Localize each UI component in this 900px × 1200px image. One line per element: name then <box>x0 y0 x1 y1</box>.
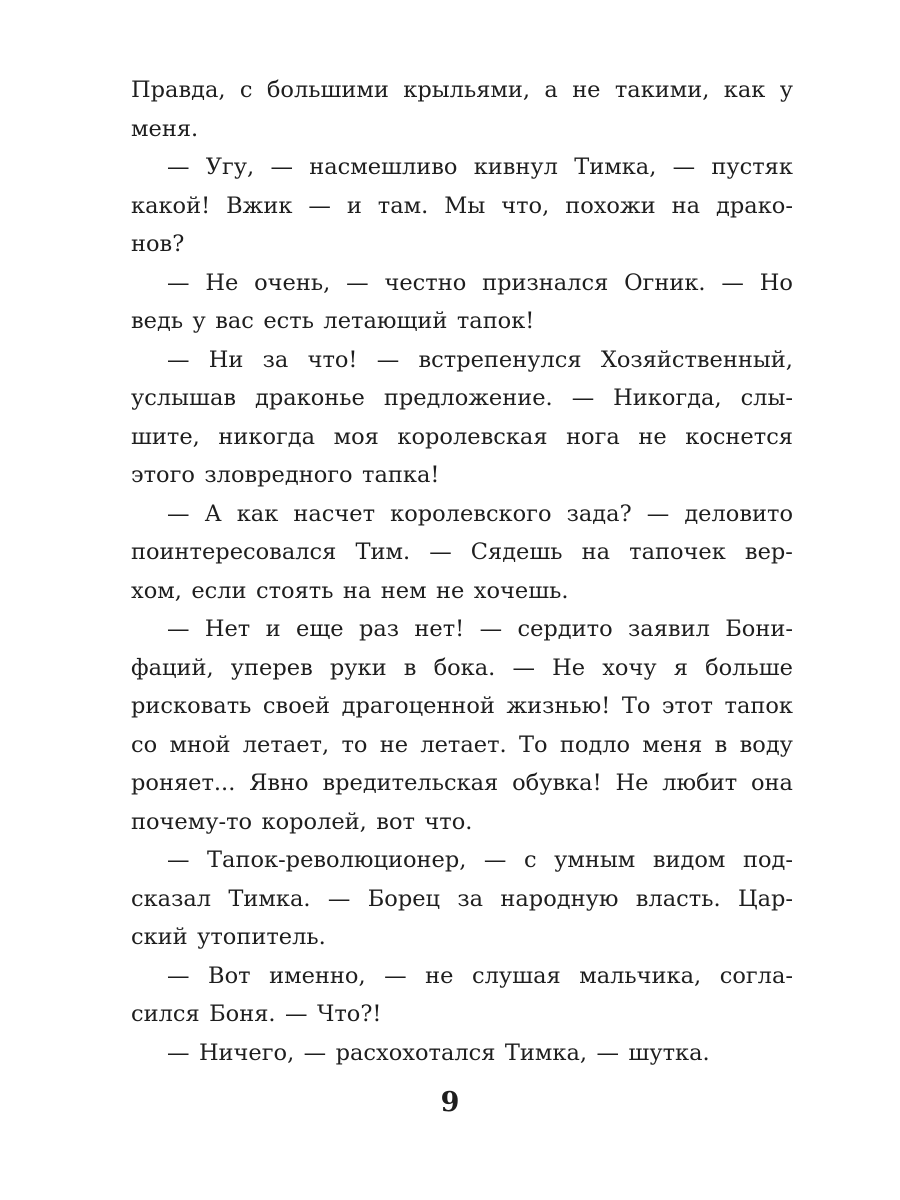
text-line: — Ничего, — расхохотался Тимка, — шутка. <box>167 1039 710 1066</box>
text-line: сказал Тимка. — Борец за народную власть. Цар- <box>131 885 793 912</box>
text-line: поинтересовался Тим. — Сядешь на тапочек вер- <box>131 539 793 565</box>
text-line: — Ни за что! — встрепенулся Хозяйственный, <box>167 346 793 373</box>
text-line: хом, если стоять на нем не хочешь. <box>131 577 569 604</box>
text-line: — Нет и еще раз нет! — сердито заявил Бони- <box>167 616 793 642</box>
text-line: рисковать своей драгоценной жизнью! То этот тапок <box>131 693 793 719</box>
text-line: какой! Вжик — и там. Мы что, похожи на драко- <box>131 192 793 219</box>
text-line: услышав драконье предложение. — Никогда, слы- <box>131 385 793 411</box>
text-line: шите, никогда моя королевская нога не коснется <box>131 423 793 450</box>
body-text <box>131 71 793 1072</box>
text-line: — Вот именно, — не слушая мальчика, согла- <box>167 962 793 989</box>
text-line: — Тапок-революционер, — с умным видом под- <box>167 847 793 873</box>
text-line: Правда, с большими крыльями, а не такими, как у <box>131 77 793 103</box>
text-line: ведь у вас есть летающий тапок! <box>131 308 535 334</box>
text-line: ский утопитель. <box>131 924 326 950</box>
text-line: почему-то королей, вот что. <box>131 808 473 835</box>
text-line: нов? <box>131 231 185 257</box>
text-line: — Угу, — насмешливо кивнул Тимка, — пустяк <box>167 154 793 180</box>
page-number: 9 <box>440 1087 460 1118</box>
text-line: сился Боня. — Что?! <box>131 1001 382 1027</box>
text-line: со мной летает, то не летает. То подло меня в воду <box>131 731 793 758</box>
text-line: роняет... Явно вредительская обувка! Не любит она <box>131 770 793 796</box>
text-line: этого зловредного тапка! <box>131 462 440 488</box>
text-line: фаций, уперев руки в бока. — Не хочу я больше <box>131 654 793 681</box>
text-line: — Не очень, — честно признался Огник. — Но <box>167 269 793 296</box>
text-line: — А как насчет королевского зада? — деловито <box>167 500 793 527</box>
text-line: меня. <box>131 115 199 142</box>
